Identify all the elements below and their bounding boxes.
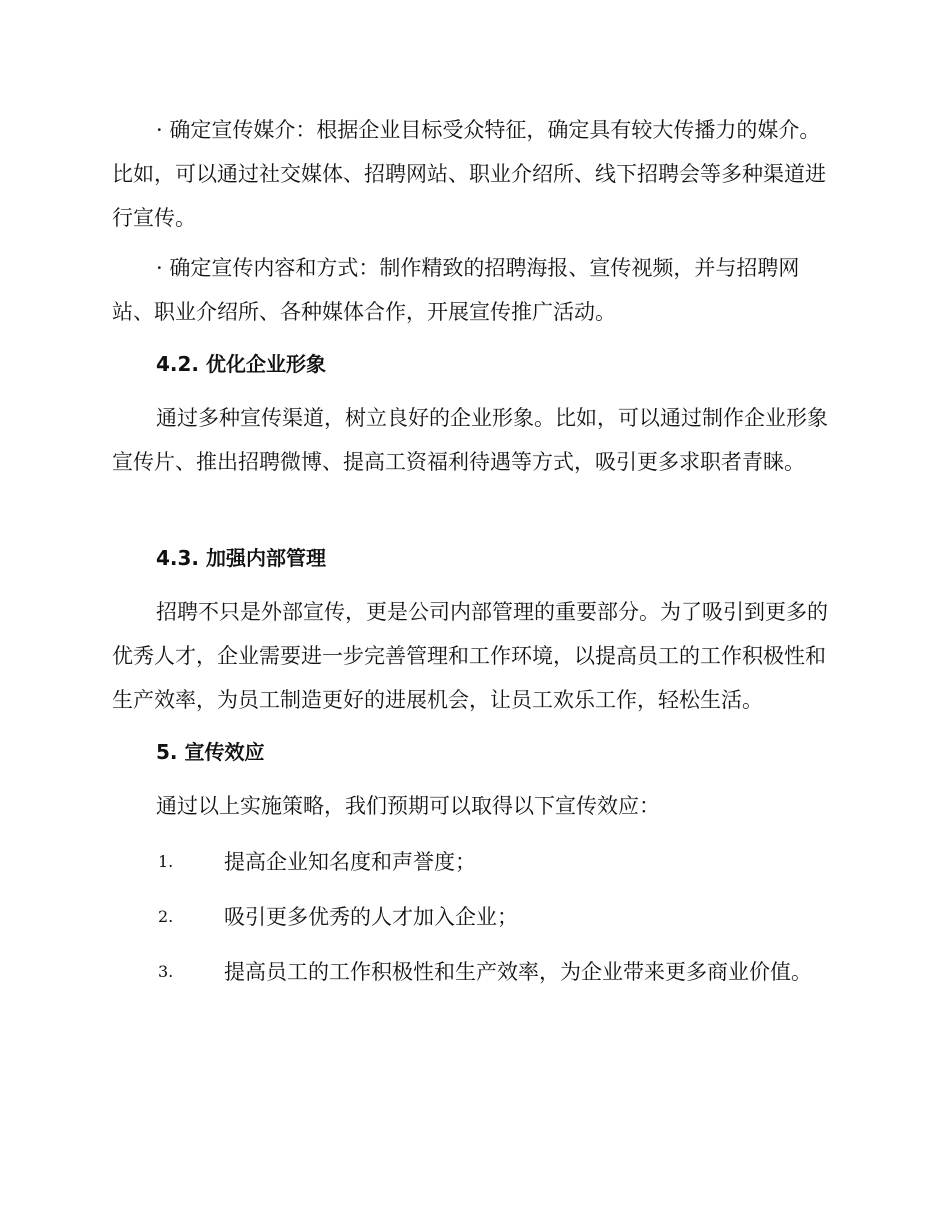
list-item-text: 吸引更多优秀的人才加入企业； (224, 905, 518, 929)
paragraph-management: 招聘不只是外部宣传，更是公司内部管理的重要部分。为了吸引到更多的优秀人才，企业需要进一步完善管理和工作环境，以提高员工的工作积极性和生产效率，为员工制造更好的进展机会，让员工欢乐工作，轻松生活。 (112, 600, 828, 712)
heading-5: 5. 宣传效应 (156, 740, 265, 764)
list-item-number: 3. (158, 962, 174, 981)
paragraph-effect-intro: 通过以上实施策略，我们预期可以取得以下宣传效应： (156, 794, 660, 818)
list-item-text: 提高企业知名度和声誉度； (224, 850, 476, 874)
heading-4-3: 4.3. 加强内部管理 (156, 546, 326, 570)
list-item-text: 提高员工的工作积极性和生产效率，为企业带来更多商业价值。 (224, 960, 812, 984)
paragraph-image: 通过多种宣传渠道，树立良好的企业形象。比如，可以通过制作企业形象宣传片、推出招聘微博、提高工资福利待遇等方式，吸引更多求职者青睐。 (112, 406, 828, 474)
paragraph-media: · 确定宣传媒介：根据企业目标受众特征，确定具有较大传播力的媒介。比如，可以通过社交媒体、招聘网站、职业介绍所、线下招聘会等多种渠道进行宣传。 (112, 118, 826, 230)
heading-4-2: 4.2. 优化企业形象 (156, 352, 326, 376)
list-item-number: 2. (158, 907, 174, 926)
list-item-number: 1. (158, 852, 174, 871)
paragraph-content: · 确定宣传内容和方式：制作精致的招聘海报、宣传视频，并与招聘网站、职业介绍所、各种媒体合作，开展宣传推广活动。 (112, 256, 800, 324)
